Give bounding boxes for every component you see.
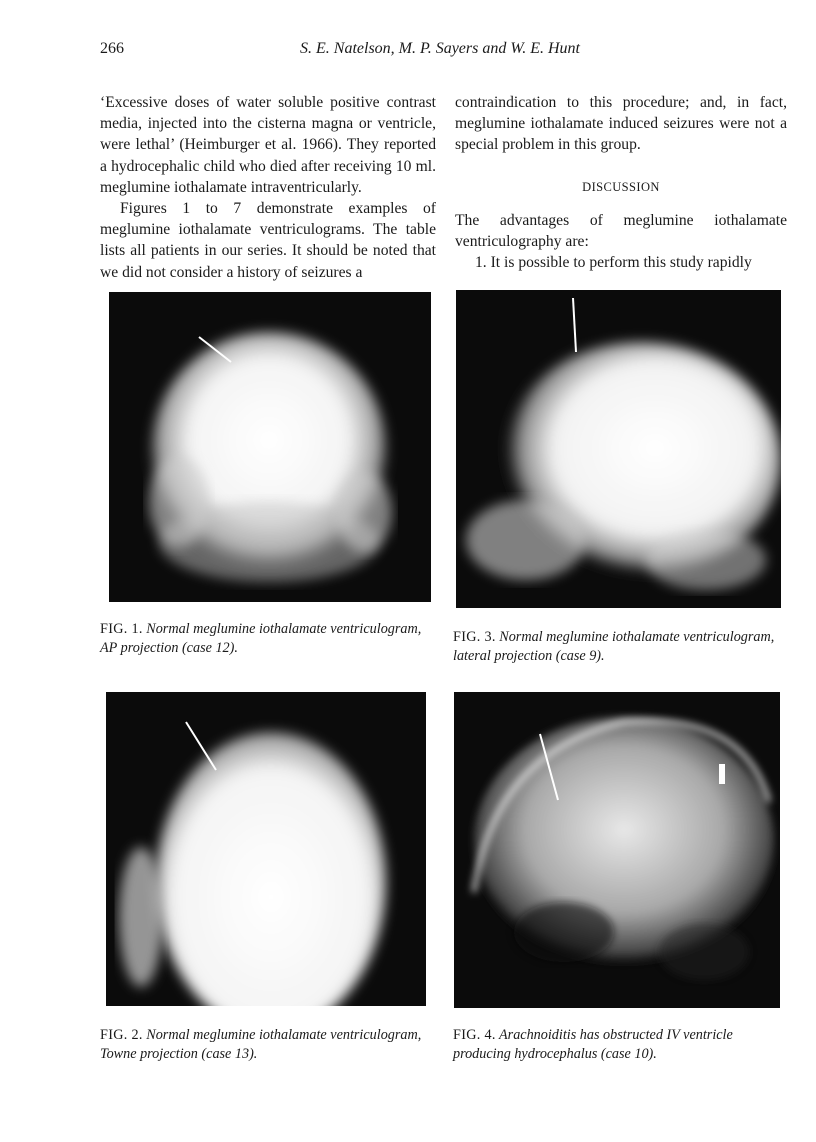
figure-3-label: FIG. 3. xyxy=(453,629,496,645)
figure-3-radiograph xyxy=(456,290,781,608)
figure-2-radiograph xyxy=(106,692,426,1006)
section-heading: DISCUSSION xyxy=(582,179,660,194)
figure-1-caption xyxy=(100,620,438,658)
figure-2-caption xyxy=(100,1026,438,1064)
page-number: 266 xyxy=(100,40,124,57)
figure-1-radiograph xyxy=(109,292,431,602)
running-head: S. E. Natelson, M. P. Sayers and W. E. Hunt xyxy=(300,40,580,57)
figure-3-caption xyxy=(453,628,791,666)
figure-4-radiograph xyxy=(454,692,780,1008)
left-column xyxy=(100,92,436,283)
left-paragraph-1: ‘Excessive doses of water soluble positive contrast media, injected into the cisterna magna or ventricle, were lethal’ (Heimburger et al. 1966). They reported a hydrocephalic child who died after receiving 10 ml. meglumine iothalamate intraventricularly. xyxy=(100,94,436,196)
figure-4-caption-text: Arachnoiditis has obstructed IV ventricle producing hydrocephalus (case 10). xyxy=(453,1027,733,1062)
figure-2-caption-text: Normal meglumine iothalamate ventriculogram, Towne projection (case 13). xyxy=(100,1027,422,1062)
figure-3-caption-text: Normal meglumine iothalamate ventriculogram, lateral projection (case 9). xyxy=(453,629,775,664)
figure-2-label: FIG. 2. xyxy=(100,1027,143,1043)
figure-4-caption xyxy=(453,1026,791,1064)
right-paragraph-1: contraindication to this procedure; and, in fact, meglumine iothalamate induced seizures were not a special problem in this group. xyxy=(455,94,787,154)
right-paragraph-3: 1. It is possible to perform this study rapidly xyxy=(475,254,752,272)
figure-4-label: FIG. 4. xyxy=(453,1027,496,1043)
left-paragraph-2: Figures 1 to 7 demonstrate examples of meglumine iothalamate ventriculograms. The table lists all patients in our series. It should be noted that we did not consider a history of seizures a xyxy=(100,200,436,281)
figure-1-caption-text: Normal meglumine iothalamate ventriculogram, AP projection (case 12). xyxy=(100,621,422,656)
right-paragraph-2: The advantages of meglumine iothalamate ventriculography are: xyxy=(455,211,787,251)
figure-1-label: FIG. 1. xyxy=(100,621,143,637)
right-column xyxy=(455,92,787,273)
